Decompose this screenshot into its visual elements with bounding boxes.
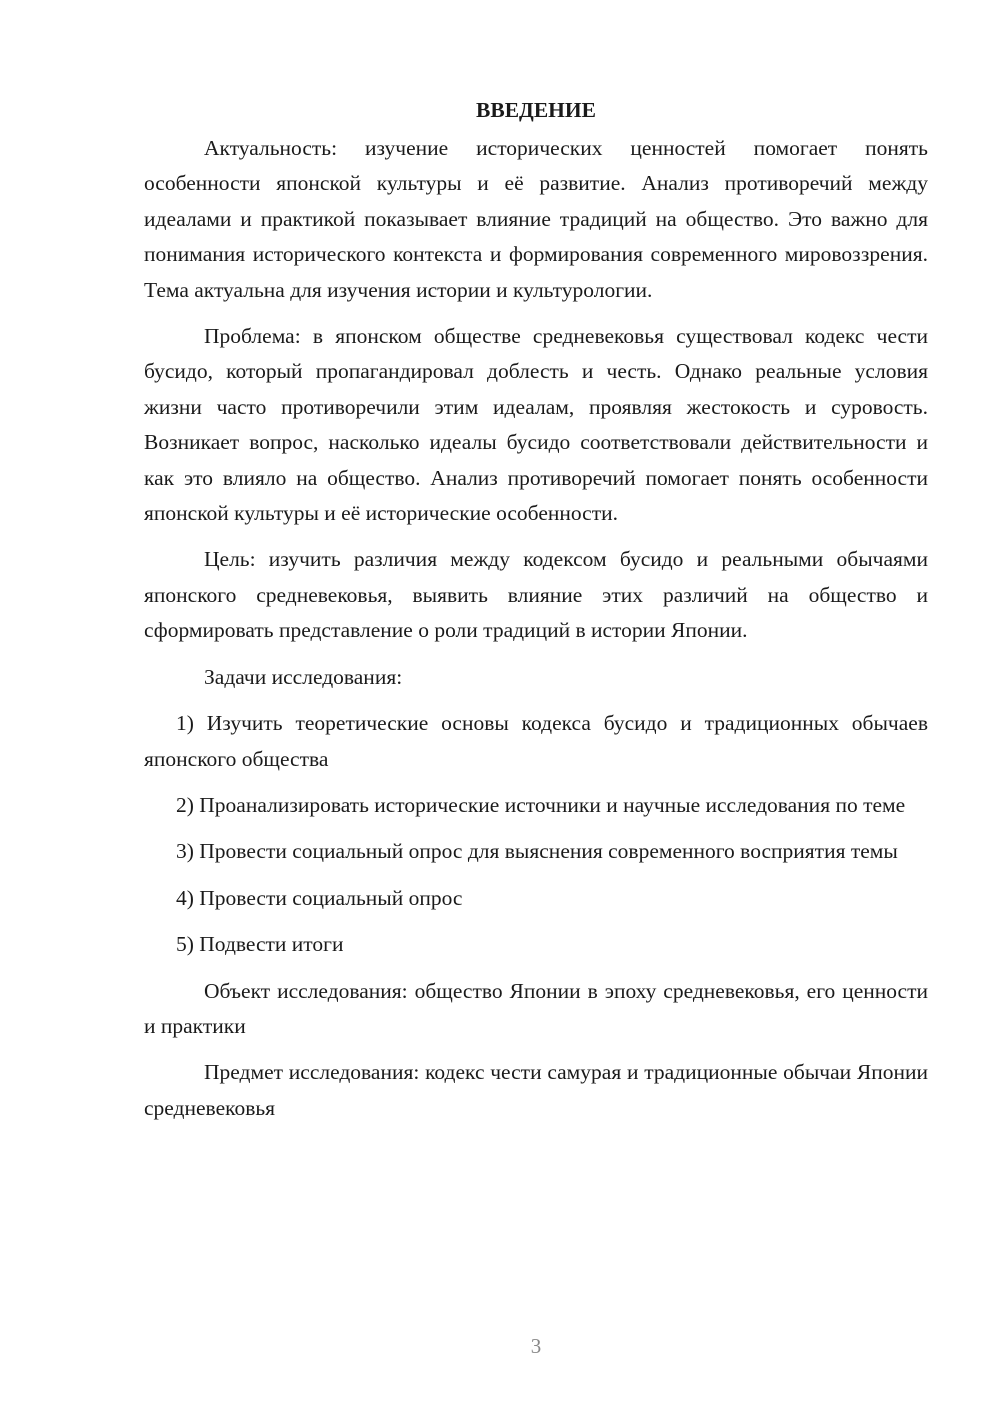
object-paragraph: Объект исследования: общество Японии в эпоху средневековья, его ценности и практики (144, 978, 928, 1038)
list-item: 2) Проанализировать исторические источники и научные исследования по теме (176, 792, 906, 817)
list-item: 3) Провести социальный опрос для выяснения современного восприятия темы (176, 839, 898, 864)
section-heading: ВВЕДЕНИЕ (476, 98, 596, 122)
goal-paragraph: Цель: изучить различия между кодексом бусидо и реальными обычаями японского средневековья, выявить влияние этих различий на общество и сформировать представление о роли традиций в истории Японии. (144, 547, 928, 643)
tasks-list (144, 706, 928, 962)
list-item: 5) Подвести итоги (176, 932, 344, 957)
document-page (144, 92, 928, 1137)
relevance-paragraph: Актуальность: изучение исторических ценностей помогает понять особенности японской культуры и её развитие. Анализ противоречий между идеалами и практикой показывает влияние традиций на общество. Это важно для понимания исторического контекста и формирования современного мировоззрения. Тема актуальна для изучения истории и культурологии. (144, 136, 928, 302)
subject-paragraph: Предмет исследования: кодекс чести самурая и традиционные обычаи Японии средневековья (144, 1060, 928, 1120)
page-number: 3 (530, 1334, 542, 1358)
list-item: 4) Провести социальный опрос (176, 885, 463, 910)
problem-paragraph: Проблема: в японском обществе средневековья существовал кодекс чести бусидо, который пропагандировал доблесть и честь. Однако реальные условия жизни часто противоречили этим идеалам, проявляя жестокость и суровость. Возникает вопрос, насколько идеалы бусидо соответствовали действительности и как это влияло на общество. Анализ противоречий помогает понять особенности японской культуры и её исторические особенности. (144, 324, 928, 526)
list-item: 1) Изучить теоретические основы кодекса бусидо и традиционных обычаев японского общества (144, 711, 928, 771)
tasks-heading: Задачи исследования: (204, 664, 403, 689)
